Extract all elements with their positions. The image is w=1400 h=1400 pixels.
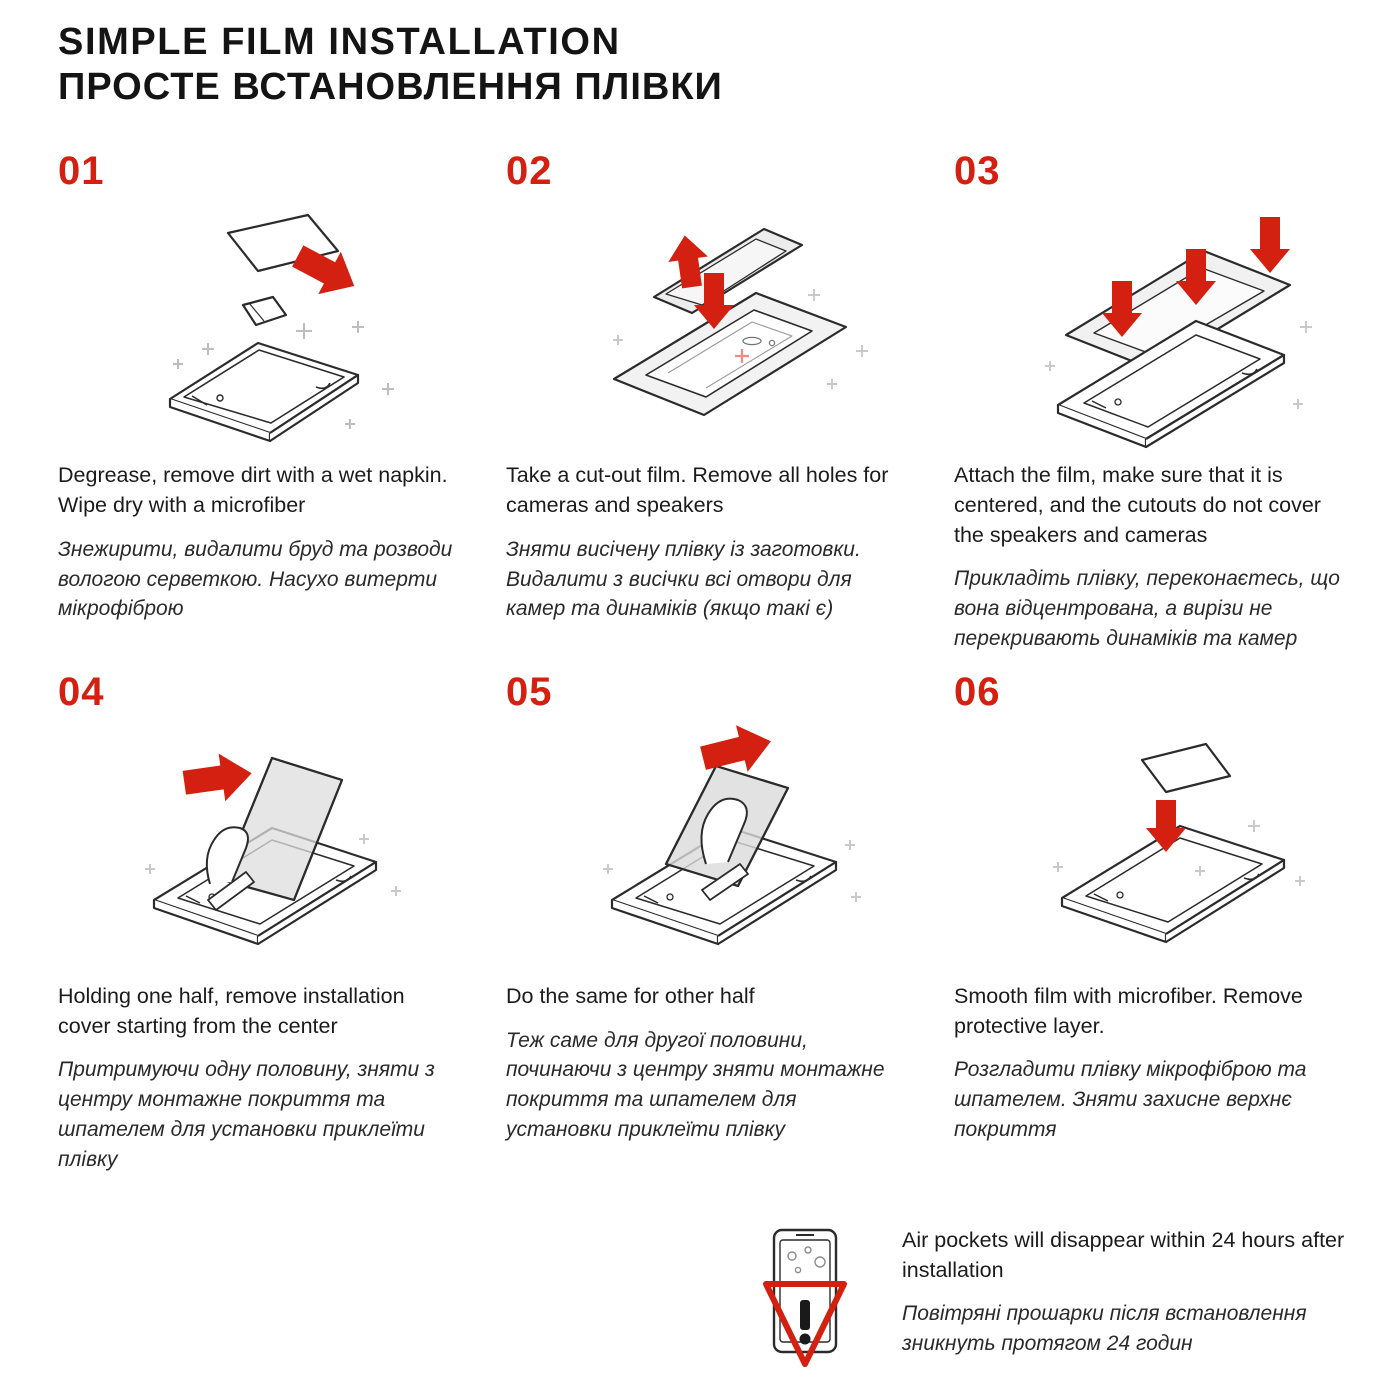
step-number: 03: [954, 149, 1001, 194]
step-caption-uk: Притримуючи одну половину, зняти з центру монтажне покриття та шпателем для установки приклеїти плівку: [58, 1058, 435, 1171]
step-caption-uk: Зняти висічену плівку із заготовки. Видалити з висічки всі отвори для камер та динаміків (якщо такі є): [506, 537, 861, 621]
step-caption-en: Degrease, remove dirt with a wet napkin. Wipe dry with a microfiber: [58, 463, 448, 518]
film-sheet-cutout-icon: [506, 193, 902, 455]
smooth-film-icon: [954, 714, 1350, 976]
step-number: 01: [58, 149, 105, 194]
step-caption-uk: Розгладити плівку мікрофіброю та шпателем. Зняти захисне верхнє покриття: [954, 1058, 1307, 1141]
step-01: [58, 151, 464, 653]
step-03: [954, 151, 1360, 653]
step-number: 02: [506, 149, 553, 194]
warning-phone-bubbles-icon: [730, 1222, 880, 1372]
step-number: 06: [954, 669, 1001, 714]
step-caption-uk: Теж саме для другої половини, починаючи з центру зняти монтажне покриття та шпателем для установки приклеїти плівку: [506, 1028, 885, 1141]
footer-note-uk: Повітряні прошарки після встановлення зникнуть протягом 24 годин: [902, 1302, 1307, 1356]
step-caption-en: Take a cut-out film. Remove all holes for cameras and speakers: [506, 463, 889, 518]
step-caption-uk: Знежирити, видалити бруд та розводи вологою серветкою. Насухо витерти мікрофіброю: [58, 537, 453, 621]
step-05: [506, 669, 912, 1175]
peel-first-half-icon: [58, 714, 454, 976]
header: [58, 22, 1360, 109]
page-title-uk: ПРОСТЕ ВСТАНОВЛЕННЯ ПЛІВКИ: [58, 65, 723, 108]
phone-with-napkin-icon: [58, 193, 454, 455]
step-number: 04: [58, 669, 105, 714]
step-02: [506, 151, 912, 653]
footer-note: [730, 1222, 1350, 1372]
footer-note-en: Air pockets will disappear within 24 hours after installation: [902, 1228, 1345, 1282]
step-caption-uk: Прикладіть плівку, переконаєтесь, що вона відцентрована, а вирізи не перекривають динаміків та камер: [954, 567, 1340, 651]
step-06: [954, 669, 1360, 1175]
page-title-en: SIMPLE FILM INSTALLATION: [58, 21, 621, 63]
steps-grid: [58, 151, 1360, 1174]
step-number: 05: [506, 669, 553, 714]
footer-text: [902, 1222, 1350, 1359]
step-caption-en: Holding one half, remove installation cover starting from the center: [58, 983, 405, 1038]
step-caption-en: Smooth film with microfiber. Remove protective layer.: [954, 983, 1303, 1038]
step-04: [58, 669, 464, 1175]
step-caption-en: Attach the film, make sure that it is centered, and the cutouts do not cover the speakers and cameras: [954, 463, 1321, 547]
peel-second-half-icon: [506, 714, 902, 976]
apply-film-to-phone-icon: [954, 193, 1350, 455]
step-caption-en: Do the same for other half: [506, 983, 755, 1008]
